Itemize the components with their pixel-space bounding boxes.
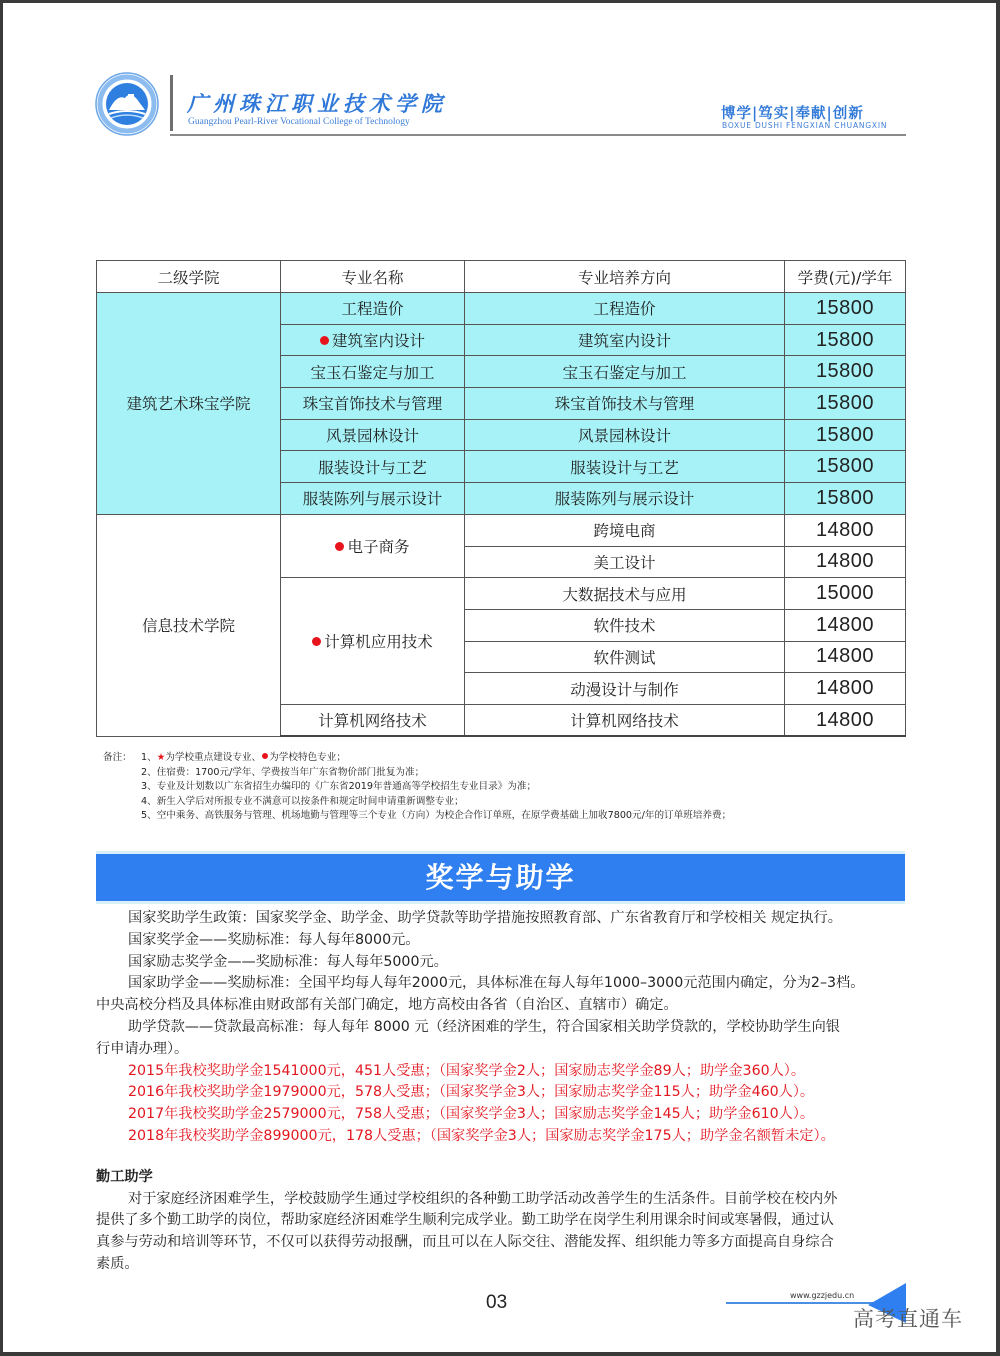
annual-aid-highlights [96, 1061, 916, 1148]
table-notes [103, 751, 731, 824]
paragraph: 国家奖助学生政策：国家奖学金、助学金、助学贷款等助学措施按照教育部、广东省教育厅和学校相关 规定执行。 [128, 910, 842, 926]
fee-cell: 14800 [785, 546, 906, 578]
major-cell: 服装陈列与展示设计 [281, 483, 465, 515]
note-text: 住宿费：1700元/学年、学费按当年广东省物价部门批复为准； [156, 766, 425, 778]
note-text: 专业及计划数以广东省招生办编印的《广东省2019年普通高等学校招生专业目录》为准； [156, 781, 537, 793]
college-name-cn: 广州珠江职业技术学院 [187, 91, 447, 116]
header-tuition: 学费(元)/学年 [785, 261, 906, 293]
direction-cell: 软件测试 [465, 641, 785, 673]
major-cell: 服装设计与工艺 [281, 451, 465, 483]
banner-bottom-edge [96, 901, 905, 904]
fee-cell: 15800 [785, 293, 906, 325]
note-item [103, 809, 731, 824]
fee-cell: 15800 [785, 451, 906, 483]
section-banner: 奖学与助学 [96, 854, 905, 901]
watermark: 高考直通车 [853, 1307, 963, 1331]
featured-dot-icon [335, 542, 344, 551]
notes-label: 备注： [103, 752, 132, 763]
fee-cell: 15800 [785, 388, 906, 420]
highlight-line: 2017年我校奖助学金2579000元，758人受惠；（国家奖学金3人；国家励志奖学金145人；助学金610人）。 [128, 1106, 815, 1123]
paragraph: 对于家庭经济困难学生，学校鼓励学生通过学校组织的各种勤工助学活动改善学生的生活条件。目前学校在校内外 [128, 1190, 838, 1207]
featured-dot-icon [312, 637, 321, 646]
majors-tuition-table [96, 260, 906, 737]
note-text: 为学校特色专业； [269, 752, 346, 763]
note-text: 为学校重点建设专业、 [165, 752, 262, 763]
note-item [103, 795, 731, 810]
table-header-row [97, 261, 906, 293]
page-number: 03 [486, 1292, 508, 1313]
table-row [97, 293, 906, 325]
note-number: 1、 [141, 752, 157, 763]
paragraph: 助学贷款——贷款最高标准：每人每年 8000 元（经济困难的学生，符合国家相关助学贷款的，学校协助学生向银 [128, 1018, 840, 1035]
college-seal-logo-icon [95, 72, 159, 136]
direction-cell: 宝玉石鉴定与加工 [465, 356, 785, 388]
featured-dot-icon [320, 336, 329, 345]
direction-cell: 服装陈列与展示设计 [465, 483, 785, 515]
direction-cell: 计算机网络技术 [465, 704, 785, 736]
note-text: 新生入学后对所报专业不满意可以按条件和规定时间申请重新调整专业； [156, 795, 464, 807]
major-cell: 珠宝首饰技术与管理 [281, 388, 465, 420]
fee-cell: 15800 [785, 419, 906, 451]
highlight-line: 2018年我校奖助学金899000元，178人受惠；（国家奖学金3人；国家励志奖学金175人；助学金名额暂未定）。 [128, 1127, 835, 1144]
fee-cell: 14800 [785, 514, 906, 546]
fee-cell: 14800 [785, 704, 906, 736]
major-cell: 风景园林设计 [281, 419, 465, 451]
direction-cell: 软件技术 [465, 609, 785, 641]
header-major: 专业名称 [281, 261, 465, 293]
highlight-line: 2016年我校奖助学金1979000元，578人受惠；（国家奖学金3人；国家励志奖学金115人；助学金460人）。 [128, 1084, 815, 1101]
direction-cell: 珠宝首饰技术与管理 [465, 388, 785, 420]
motto-en: BOXUE DUSHI FENGXIAN CHUANGXIN [722, 121, 888, 130]
major-cell: 工程造价 [281, 293, 465, 325]
paragraph: 国家励志奖学金——奖励标准：每人每年5000元。 [128, 953, 448, 970]
direction-cell: 大数据技术与应用 [465, 578, 785, 610]
paragraph: 素质。 [96, 1255, 139, 1272]
direction-cell: 风景园林设计 [465, 419, 785, 451]
paragraph: 行申请办理）。 [96, 1040, 189, 1057]
note-item [103, 751, 731, 766]
motto-cn: 博学|笃实|奉献|创新 [721, 105, 864, 122]
fee-cell: 14800 [785, 641, 906, 673]
note-number: 4、 [141, 795, 157, 807]
major-cell: 宝玉石鉴定与加工 [281, 356, 465, 388]
fee-cell: 15000 [785, 578, 906, 610]
major-name: 建筑室内设计 [331, 332, 425, 351]
major-cell [281, 514, 465, 577]
direction-cell: 工程造价 [465, 293, 785, 325]
fee-cell: 14800 [785, 609, 906, 641]
fee-cell: 15800 [785, 483, 906, 515]
college-cell: 建筑艺术珠宝学院 [97, 293, 281, 515]
direction-cell: 建筑室内设计 [465, 324, 785, 356]
direction-cell: 跨境电商 [465, 514, 785, 546]
fee-cell: 15800 [785, 324, 906, 356]
college-cell: 信息技术学院 [97, 514, 281, 736]
header-direction: 专业培养方向 [465, 261, 785, 293]
major-cell: 计算机网络技术 [281, 704, 465, 736]
major-name: 计算机应用技术 [324, 633, 433, 652]
major-name: 电子商务 [347, 538, 410, 556]
header-rule [170, 134, 906, 136]
paragraph: 真参与劳动和培训等环节，不仅可以获得劳动报酬，而且可以在人际交往、潜能发挥、组织能力等多方面提高自身综合 [96, 1234, 834, 1251]
header-college: 二级学院 [97, 261, 281, 293]
paragraph: 中央高校分档及具体标准由财政部有关部门确定，地方高校由各省（自治区、直辖市）确定。 [96, 997, 678, 1014]
fee-cell: 14800 [785, 673, 906, 705]
star-icon: ★ [156, 752, 166, 763]
work-study-heading: 勤工助学 [96, 1168, 153, 1185]
table-row [97, 514, 906, 546]
paragraph: 国家奖学金——奖励标准：每人每年8000元。 [128, 931, 420, 948]
college-name-en: Guangzhou Pearl-River Vocational College of Technology [188, 117, 410, 127]
scholarship-section-body [96, 908, 916, 1276]
note-number: 5、 [141, 810, 157, 822]
major-cell [281, 578, 465, 705]
note-number: 3、 [141, 781, 157, 793]
note-number: 2、 [141, 766, 157, 778]
major-cell [281, 324, 465, 356]
direction-cell: 美工设计 [465, 546, 785, 578]
direction-cell: 动漫设计与制作 [465, 673, 785, 705]
featured-dot-icon [262, 753, 268, 759]
footer-url: www.gzzjedu.cn [790, 1291, 855, 1300]
paragraph: 提供了多个勤工助学的岗位，帮助家庭经济困难学生顺利完成学业。勤工助学在岗学生利用课余时间或寒暑假，通过认 [96, 1212, 834, 1229]
fee-cell: 15800 [785, 356, 906, 388]
paragraph: 国家助学金——奖励标准：全国平均每人每年2000元，具体标准在每人每年1000–3000元范围内确定，分为2–3档。 [128, 975, 865, 992]
header-vertical-divider [170, 75, 173, 131]
highlight-line: 2015年我校奖助学金1541000元，451人受惠；（国家奖学金2人；国家励志奖学金89人；助学金360人）。 [128, 1062, 806, 1079]
note-text: 空中乘务、高铁服务与管理、机场地勤与管理等三个专业（方向）为校企合作订单班，在原学费基础上加收7800元/年的订单班培养费； [156, 810, 732, 822]
note-item [103, 766, 731, 781]
note-item [103, 780, 731, 795]
direction-cell: 服装设计与工艺 [465, 451, 785, 483]
